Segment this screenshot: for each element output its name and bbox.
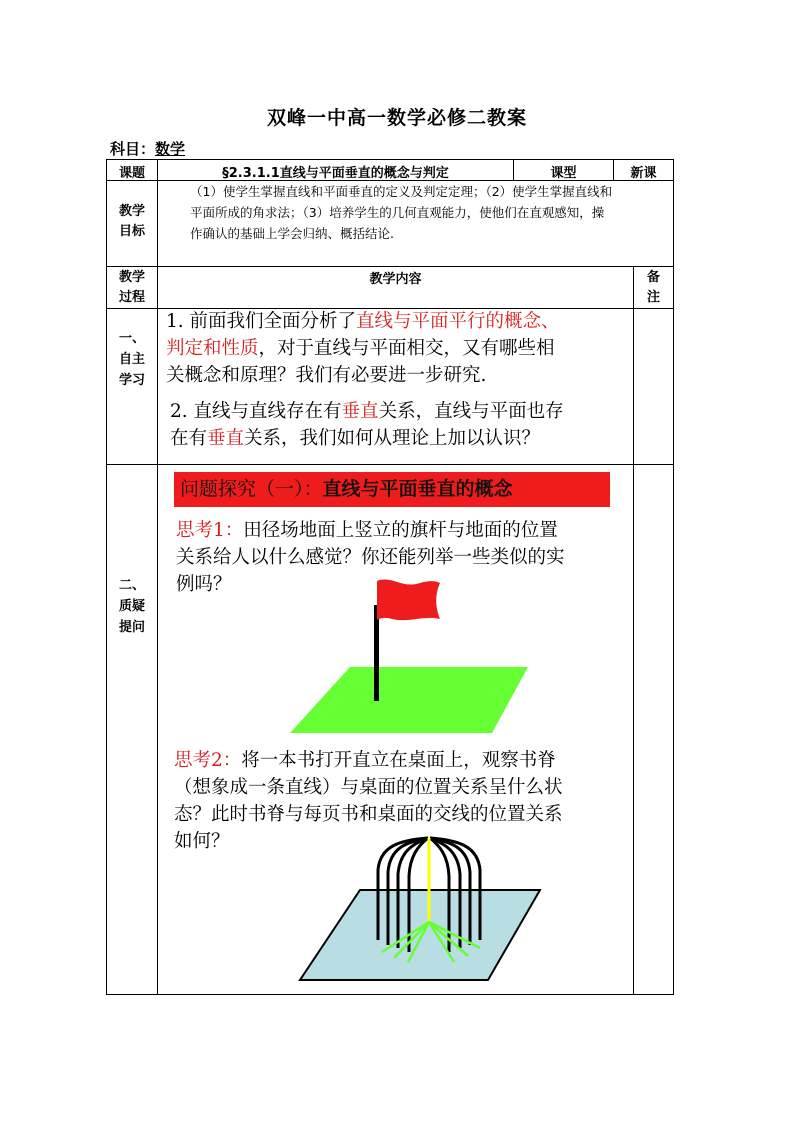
lesson-type-value: 新课 bbox=[630, 166, 657, 181]
inquiry-banner: 问题探究（一）：直线与平面垂直的概念 bbox=[174, 472, 610, 507]
section1-paragraph1: 1. 前面我们全面分析了直线与平面平行的概念、 判定和性质，对于直线与平面相交，又有哪些相 关概念和原理？我们有必要进一步研究. bbox=[166, 311, 560, 386]
think1-text: 思考1：田径场地面上竖立的旗杆与地面的位置 关系给人以什么感觉？你还能列举一些类似的实 例吗？ bbox=[176, 520, 565, 595]
subject-value: 数学 bbox=[155, 140, 186, 158]
topic-label: 课题 bbox=[118, 166, 145, 181]
content-header: 教学内容 bbox=[369, 272, 422, 287]
document-title: 双峰一中高一数学必修二教案 bbox=[266, 107, 527, 129]
topic-value: §2.3.1.1直线与平面垂直的概念与判定 bbox=[222, 166, 449, 181]
objectives-label: 教学 目标 bbox=[118, 204, 145, 239]
objectives-line: 平面所成的角求法；（3）培养学生的几何直观能力，使他们在直观感知，操 bbox=[190, 205, 605, 220]
objectives-text bbox=[168, 181, 673, 244]
process-label: 教学 过程 bbox=[118, 270, 145, 305]
ground-plane bbox=[290, 667, 528, 733]
objectives-line: 作确认的基础上学会归纳、概括结论. bbox=[190, 226, 394, 241]
open-book-figure bbox=[290, 830, 550, 985]
section1-label: 一、 自主 学习 bbox=[118, 331, 145, 388]
think2-text: 思考2：将一本书打开直立在桌面上，观察书脊 （想象成一条直线）与桌面的位置关系呈什么状 态？此时书脊与每页书和桌面的交线的位置关系 如何？ bbox=[174, 750, 563, 852]
section1-paragraph2: 2. 直线与直线存在有垂直关系，直线与平面也存 在有垂直关系，我们如何从理论上加以认识？ bbox=[170, 401, 564, 449]
subject-line bbox=[110, 138, 185, 159]
flagpole bbox=[374, 605, 379, 701]
desk-plane bbox=[300, 890, 540, 980]
remarks-header: 备 注 bbox=[646, 270, 660, 305]
flag-icon bbox=[377, 579, 440, 620]
lesson-type-label: 课型 bbox=[550, 166, 577, 181]
objectives-line: （1）使学生掌握直线和平面垂直的定义及判定定理；（2）使学生掌握直线和 bbox=[190, 184, 613, 199]
section2-label: 二、 质疑 提问 bbox=[118, 578, 145, 635]
flagpole-figure bbox=[280, 575, 540, 740]
subject-label: 科目： bbox=[110, 140, 156, 158]
